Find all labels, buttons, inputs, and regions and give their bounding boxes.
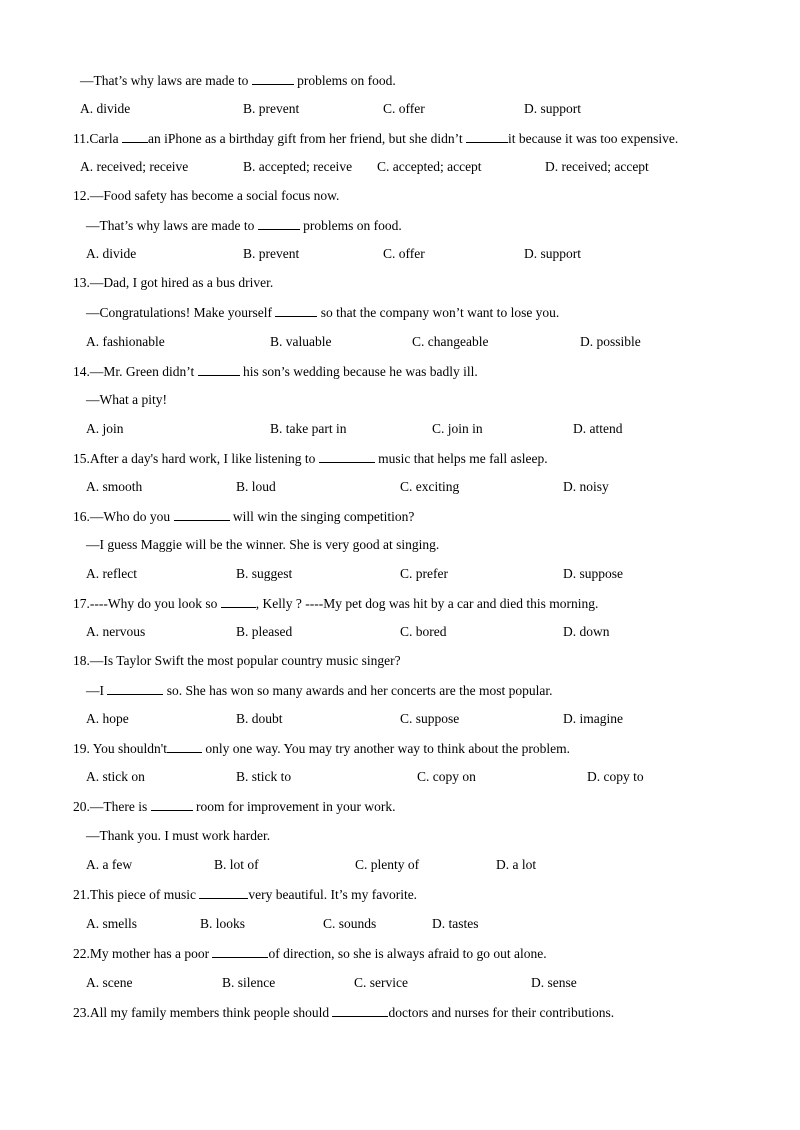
answer-option[interactable]: A. divide [80, 101, 131, 116]
question-text: it because it was too expensive. [508, 131, 679, 146]
answer-option[interactable]: D. sense [531, 975, 577, 990]
question-text: only one way. You may try another way to think about the problem. [201, 741, 571, 756]
question-text: 15.After a day's hard work, I like listening to [73, 451, 319, 466]
answer-blank[interactable] [122, 130, 148, 143]
question-text: 13.—Dad, I got hired as a bus driver. [73, 275, 274, 290]
question-text: 18.—Is Taylor Swift the most popular country music singer? [73, 653, 401, 668]
answer-blank[interactable] [275, 304, 317, 317]
answer-blank[interactable] [466, 130, 508, 143]
question-text: —Thank you. I must work harder. [86, 828, 271, 843]
question-text: so. She has won so many awards and her concerts are the most popular. [163, 683, 553, 698]
question-line [73, 798, 395, 815]
answer-blank[interactable] [212, 945, 268, 958]
answer-option[interactable]: C. offer [383, 246, 425, 261]
answer-option[interactable]: D. copy to [587, 769, 644, 784]
answer-option[interactable]: B. stick to [236, 769, 292, 784]
answer-blank[interactable] [199, 886, 248, 899]
answer-option[interactable]: C. exciting [400, 479, 460, 494]
question-text: 12.—Food safety has become a social focus now. [73, 188, 340, 203]
question-text: music that helps me fall asleep. [374, 451, 548, 466]
answer-option[interactable]: D. support [524, 101, 581, 116]
answer-option[interactable]: B. pleased [236, 624, 293, 639]
answer-option[interactable]: A. reflect [86, 566, 137, 581]
question-text: —Congratulations! Make yourself [86, 305, 276, 320]
question-text: of direction, so she is always afraid to go out alone. [268, 946, 547, 961]
question-text: —That’s why laws are made to [80, 73, 252, 88]
answer-option[interactable]: B. suggest [236, 566, 293, 581]
answer-option[interactable]: A. smooth [86, 479, 143, 494]
answer-option[interactable]: C. bored [400, 624, 447, 639]
question-line [86, 537, 439, 553]
question-text: problems on food. [293, 73, 396, 88]
question-text: 14.—Mr. Green didn’t [73, 364, 198, 379]
answer-blank[interactable] [332, 1004, 388, 1017]
answer-option[interactable]: D. tastes [432, 916, 479, 931]
answer-option[interactable]: A. nervous [86, 624, 146, 639]
question-line [73, 188, 339, 204]
question-text: very beautiful. It’s my favorite. [248, 887, 418, 902]
question-line [73, 130, 678, 147]
question-line [86, 304, 559, 321]
question-line [73, 275, 273, 291]
answer-option[interactable]: A. smells [86, 916, 138, 931]
answer-option[interactable]: C. join in [432, 421, 483, 436]
answer-blank[interactable] [258, 217, 300, 230]
answer-option[interactable]: C. accepted; accept [377, 159, 482, 174]
question-text: will win the singing competition? [229, 509, 415, 524]
question-text: doctors and nurses for their contributions. [388, 1005, 615, 1020]
answer-option[interactable]: B. valuable [270, 334, 332, 349]
answer-blank[interactable] [221, 595, 256, 608]
answer-option[interactable]: B. loud [236, 479, 276, 494]
answer-blank[interactable] [151, 798, 193, 811]
answer-option[interactable]: C. prefer [400, 566, 448, 581]
question-text: 11.Carla [73, 131, 122, 146]
question-line [80, 72, 396, 89]
answer-option[interactable]: B. silence [222, 975, 276, 990]
question-line [73, 653, 401, 669]
question-line [73, 450, 548, 467]
answer-option[interactable]: D. received; accept [545, 159, 649, 174]
answer-option[interactable]: B. prevent [243, 101, 300, 116]
answer-blank[interactable] [252, 72, 294, 85]
question-text: 16.—Who do you [73, 509, 174, 524]
answer-blank[interactable] [198, 363, 240, 376]
answer-option[interactable]: D. suppose [563, 566, 623, 581]
answer-option[interactable]: D. possible [580, 334, 641, 349]
answer-option[interactable]: B. take part in [270, 421, 347, 436]
question-text: problems on food. [299, 218, 402, 233]
answer-option[interactable]: C. offer [383, 101, 425, 116]
answer-option[interactable]: A. scene [86, 975, 133, 990]
answer-option[interactable]: D. imagine [563, 711, 623, 726]
question-line [86, 828, 270, 844]
answer-blank[interactable] [107, 682, 163, 695]
question-line [73, 740, 570, 757]
question-text: —I guess Maggie will be the winner. She is very good at singing. [86, 537, 440, 552]
answer-option[interactable]: D. noisy [563, 479, 609, 494]
answer-option[interactable]: A. received; receive [80, 159, 189, 174]
question-text: —I [86, 683, 108, 698]
answer-option[interactable]: C. sounds [323, 916, 377, 931]
answer-blank[interactable] [174, 508, 230, 521]
answer-option[interactable]: A. join [86, 421, 124, 436]
question-line [73, 945, 547, 962]
question-text: 20.—There is [73, 799, 151, 814]
answer-option[interactable]: C. service [354, 975, 408, 990]
question-text: his son’s wedding because he was badly ill. [239, 364, 478, 379]
question-line [73, 508, 414, 525]
question-text: —That’s why laws are made to [86, 218, 258, 233]
question-line [73, 1004, 614, 1021]
answer-option[interactable]: C. plenty of [355, 857, 420, 872]
question-text: 17.----Why do you look so [73, 596, 221, 611]
question-text: , Kelly ? ----My pet dog was hit by a car and died this morning. [255, 596, 599, 611]
answer-option[interactable]: D. down [563, 624, 610, 639]
question-text: room for improvement in your work. [192, 799, 396, 814]
answer-option[interactable]: C. suppose [400, 711, 460, 726]
answer-option[interactable]: D. attend [573, 421, 623, 436]
question-text: 23.All my family members think people should [73, 1005, 333, 1020]
answer-option[interactable]: B. doubt [236, 711, 283, 726]
answer-blank[interactable] [167, 740, 202, 753]
question-line [86, 217, 402, 234]
answer-option[interactable]: B. looks [200, 916, 246, 931]
answer-option[interactable]: B. prevent [243, 246, 300, 261]
question-text: 19. You shouldn't [73, 741, 167, 756]
answer-option[interactable]: A. a few [86, 857, 133, 872]
question-text: 21.This piece of music [73, 887, 200, 902]
answer-option[interactable]: B. accepted; receive [243, 159, 353, 174]
answer-option[interactable]: C. changeable [412, 334, 489, 349]
question-line [86, 682, 553, 699]
answer-option[interactable]: A. hope [86, 711, 129, 726]
question-line [73, 886, 417, 903]
question-line [73, 595, 598, 612]
question-text: an iPhone as a birthday gift from her friend, but she didn’t [147, 131, 467, 146]
answer-option[interactable]: D. a lot [496, 857, 537, 872]
answer-option[interactable]: B. lot of [214, 857, 259, 872]
answer-blank[interactable] [319, 450, 375, 463]
answer-option[interactable]: C. copy on [417, 769, 476, 784]
answer-option[interactable]: D. support [524, 246, 581, 261]
answer-option[interactable]: A. fashionable [86, 334, 165, 349]
question-line [86, 392, 167, 408]
answer-option[interactable]: A. divide [86, 246, 137, 261]
question-line [73, 363, 478, 380]
question-text: —What a pity! [86, 392, 167, 407]
answer-option[interactable]: A. stick on [86, 769, 145, 784]
question-text: 22.My mother has a poor [73, 946, 213, 961]
question-text: so that the company won’t want to lose you. [317, 305, 560, 320]
